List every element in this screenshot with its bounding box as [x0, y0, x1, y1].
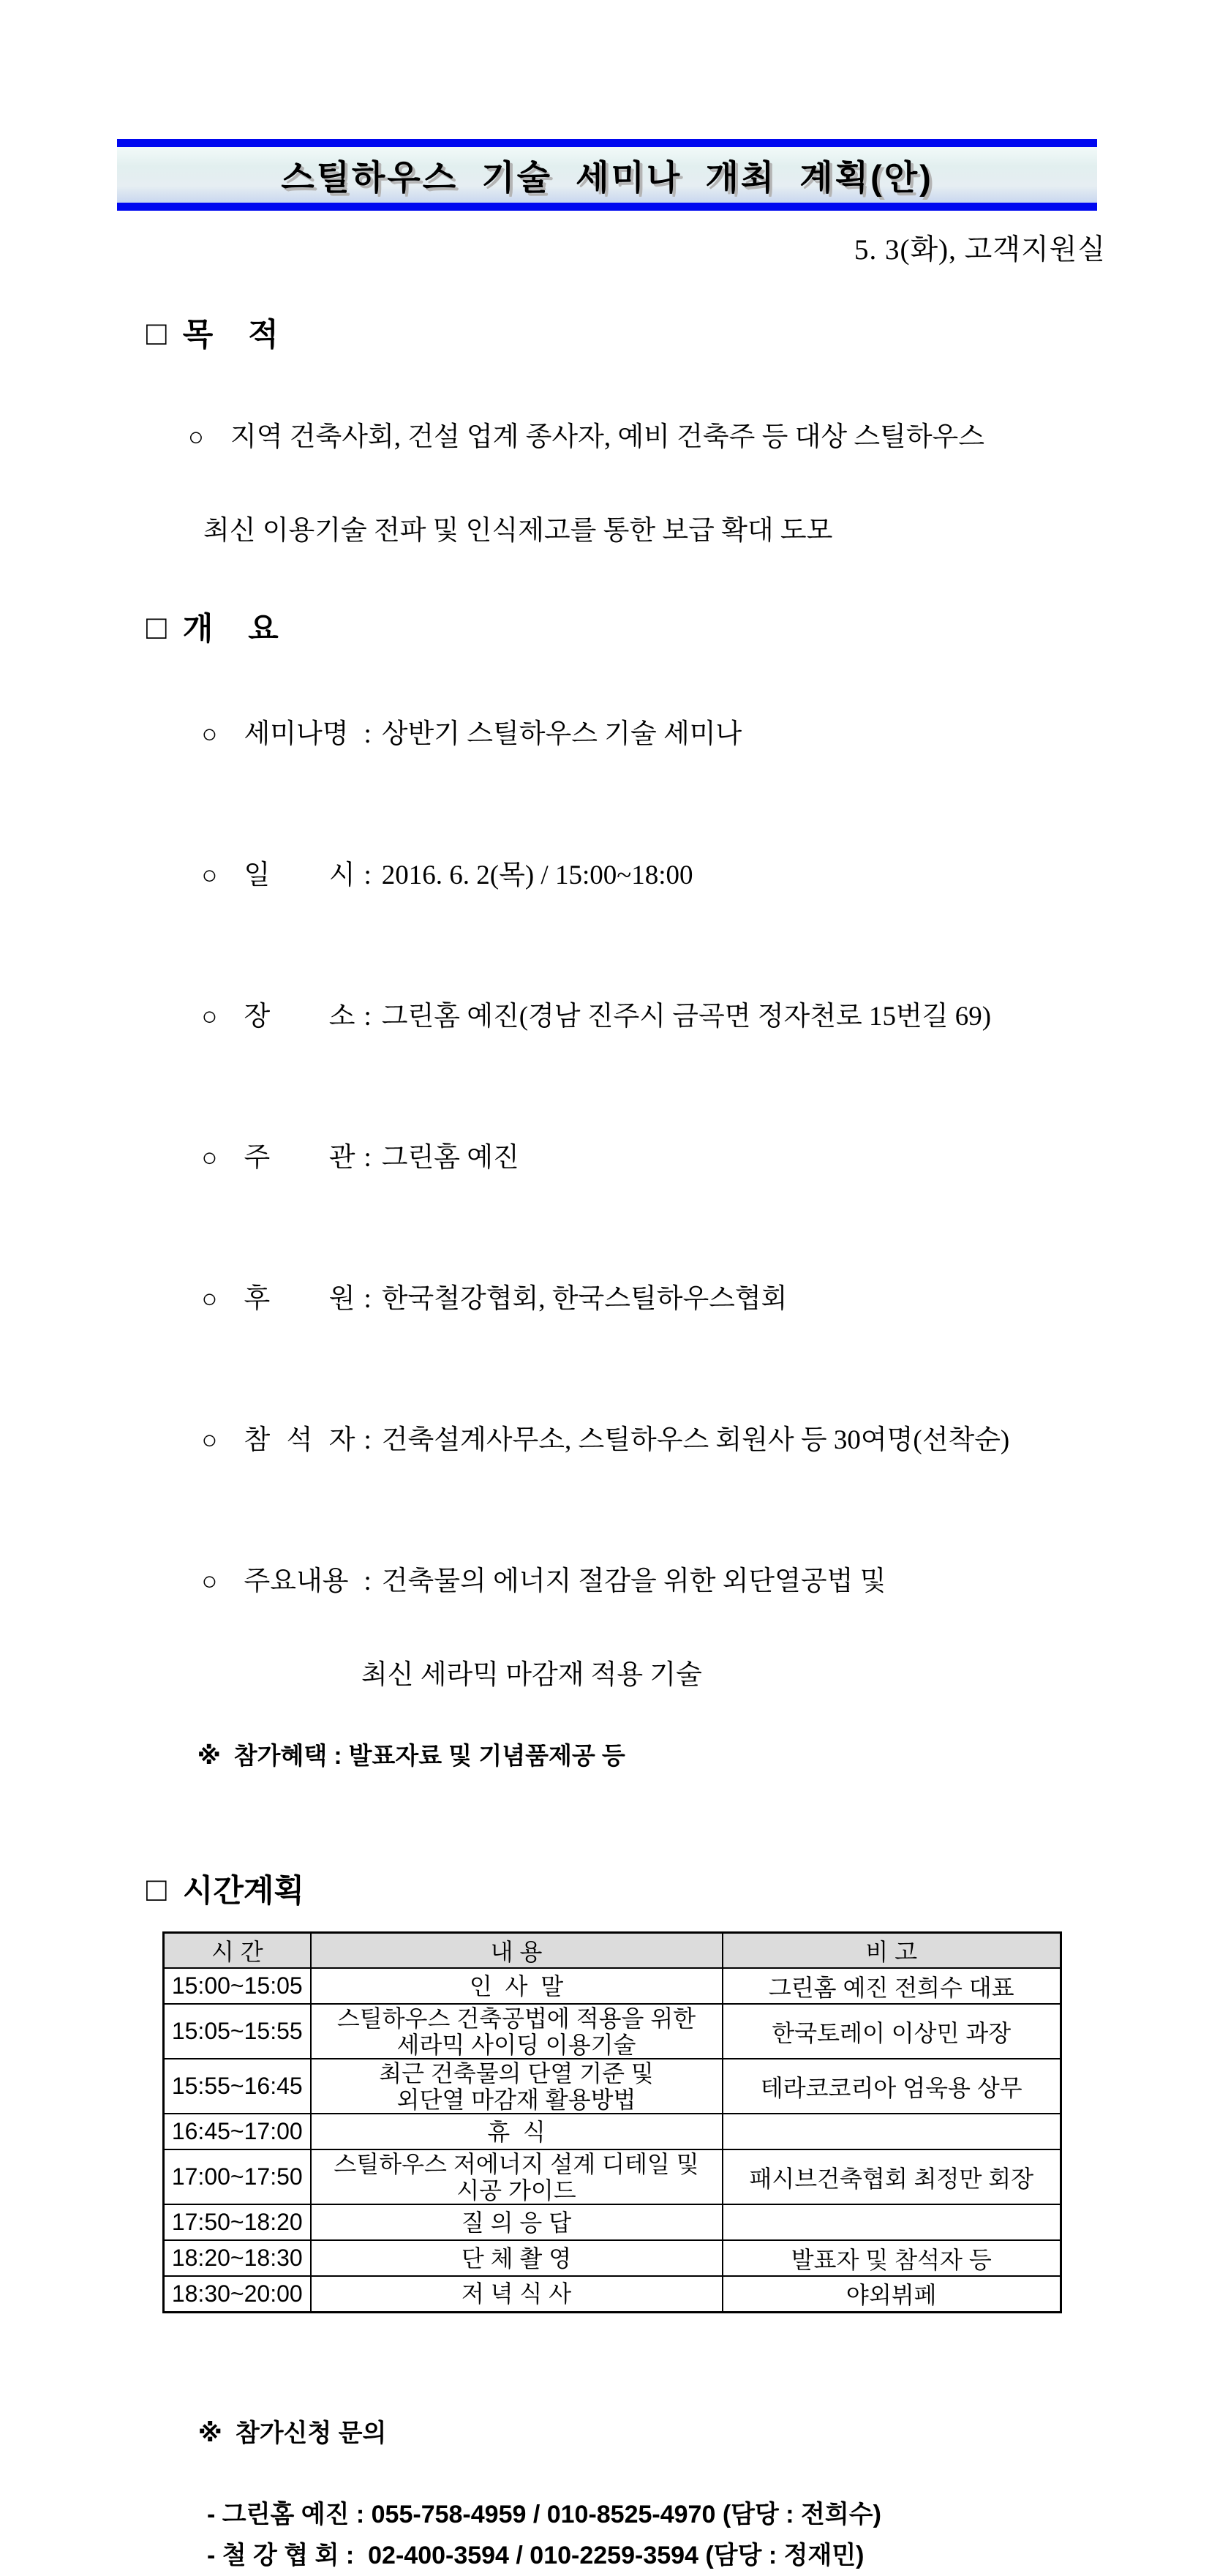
content-line: 스틸하우스 저에너지 설계 디테일 및 — [334, 2150, 699, 2177]
reference-mark-icon: ※ — [197, 2419, 222, 2447]
time-cell: 15:05~15:55 — [164, 2004, 311, 2059]
table-header-row — [164, 1933, 1061, 1969]
table-row — [164, 2276, 1061, 2312]
time-cell: 16:45~17:00 — [164, 2114, 311, 2149]
document-title: 스틸하우스 기술 세미나 개최 계획(안) — [281, 157, 933, 197]
overview-item-value: 건축설계사무소, 스틸하우스 회원사 등 30여명(선착순) — [381, 1425, 1010, 1455]
table-row — [164, 2004, 1061, 2059]
time-cell: 17:00~17:50 — [164, 2149, 311, 2204]
table-row — [164, 2059, 1061, 2114]
overview-item-value: 그린홈 예진 — [381, 1143, 519, 1173]
content-cell — [311, 2240, 723, 2276]
content-line: 세라믹 사이딩 이용기술 — [396, 2031, 636, 2058]
note-cell: 그린홈 예진 전희수 대표 — [723, 1968, 1061, 2004]
overview-item-value: 한국철강협회, 한국스틸하우스협회 — [381, 1284, 788, 1314]
time-cell: 17:50~18:20 — [164, 2204, 311, 2240]
overview-title-text: 개 요 — [182, 612, 279, 647]
content-line: 시공 가이드 — [456, 2177, 576, 2204]
note-cell: 패시브건축협회 최정만 회장 — [723, 2149, 1061, 2204]
overview-main-content-line-2: 최신 세라믹 마감재 적용 기술 — [361, 1660, 702, 1690]
content-line: 단 체 촬 영 — [461, 2245, 572, 2272]
purpose-line-1 — [161, 367, 1209, 508]
circle-bullet-icon: ○ — [201, 1002, 218, 1031]
table-row — [164, 2114, 1061, 2149]
col-header-content: 내 용 — [311, 1933, 723, 1969]
content-cell — [311, 2004, 723, 2059]
date-department: 5. 3(화), 고객지원실 — [854, 234, 1106, 266]
overview-item-value: 상반기 스틸하우스 기술 세미나 — [381, 719, 742, 749]
col-header-time: 시 간 — [164, 1933, 311, 1969]
title-banner — [117, 139, 1097, 211]
content-line: 스틸하우스 건축공법에 적용을 위한 — [336, 2005, 696, 2032]
square-marker-icon: □ — [146, 607, 167, 646]
time-cell: 15:00~15:05 — [164, 1968, 311, 2004]
content-cell — [311, 2059, 723, 2114]
content-cell — [311, 2276, 723, 2312]
contact-line-steel-association: - 철 강 협 회 : 02-400-3594 / 010-2259-3594 (담당 : 정재민) — [207, 2541, 865, 2569]
overview-item-seminar-name: ○ 세미나명 : 상반기 스틸하우스 기술 세미나 — [161, 664, 1209, 805]
contact-line-greenhome: - 그린홈 예진 : 055-758-4959 / 010-8525-4970 (담당 : 전희수) — [207, 2500, 881, 2528]
circle-bullet-icon: ○ — [201, 1284, 218, 1313]
overview-item-datetime: ○ 일 시 : 2016. 6. 2(목) / 15:00~18:00 — [161, 805, 1209, 946]
note-cell: 테라코코리아 엄욱용 상무 — [723, 2059, 1061, 2114]
content-line: 최근 건축물의 단열 기준 및 — [379, 2059, 654, 2087]
overview-item-value: 건축물의 에너지 절감을 위한 외단열공법 및 — [381, 1566, 886, 1596]
reference-mark-icon: ※ — [197, 1742, 221, 1769]
section-title-overview — [146, 604, 1209, 649]
overview-item-value: 그린홈 예진(경남 진주시 금곡면 정자천로 15번길 69) — [381, 1002, 992, 1032]
document-page — [0, 139, 1209, 2569]
schedule-table — [162, 1931, 1062, 2313]
content-line: 휴 식 — [487, 2118, 546, 2145]
note-cell: 발표자 및 참석자 등 — [723, 2240, 1061, 2276]
purpose-text-1: 지역 건축사회, 건설 업계 종사자, 예비 건축주 등 대상 스틸하우스 — [230, 422, 985, 452]
overview-list — [0, 664, 1209, 1699]
content-cell — [311, 2114, 723, 2149]
contact-title-text: 참가신청 문의 — [235, 2419, 387, 2447]
table-row — [164, 2204, 1061, 2240]
content-line: 인 사 말 — [469, 1972, 564, 1999]
overview-item-place: ○ 장 소 : 그린홈 예진(경남 진주시 금곡면 정자천로 15번길 69) — [161, 946, 1209, 1087]
benefit-note-text: 참가혜택 : 발표자료 및 기념품제공 등 — [233, 1742, 625, 1769]
content-line: 질 의 응 답 — [461, 2209, 572, 2236]
content-cell — [311, 2204, 723, 2240]
circle-bullet-icon: ○ — [201, 719, 218, 748]
overview-item-attendees: ○ 참 석 자 : 건축설계사무소, 스틸하우스 회원사 등 30여명(선착순) — [161, 1370, 1209, 1511]
time-cell: 15:55~16:45 — [164, 2059, 311, 2114]
note-cell — [723, 2204, 1061, 2240]
circle-bullet-icon: ○ — [201, 1566, 218, 1596]
note-cell: 야외뷔페 — [723, 2276, 1061, 2312]
time-cell: 18:20~18:30 — [164, 2240, 311, 2276]
banner-bottom-bar — [117, 203, 1097, 211]
banner-top-bar — [117, 139, 1097, 147]
note-cell: 한국토레이 이상민 과장 — [723, 2004, 1061, 2059]
section-title-schedule — [146, 1866, 1209, 1911]
table-row — [164, 2149, 1061, 2204]
contact-title — [170, 2373, 1209, 2494]
overview-item-value: 2016. 6. 2(목) / 15:00~18:00 — [381, 860, 693, 890]
schedule-title-text: 시간계획 — [182, 1874, 304, 1909]
section-title-purpose — [146, 310, 1209, 355]
circle-bullet-icon: ○ — [201, 1425, 218, 1454]
content-cell — [311, 1968, 723, 2004]
table-row — [164, 1968, 1061, 2004]
benefit-note — [170, 1709, 1209, 1799]
content-cell — [311, 2149, 723, 2204]
time-cell: 18:30~20:00 — [164, 2276, 311, 2312]
purpose-line-2: 최신 이용기술 전파 및 인식제고를 통한 보급 확대 도모 — [203, 516, 833, 546]
overview-item-organizer: ○ 주 관 : 그린홈 예진 — [161, 1087, 1209, 1228]
table-row — [164, 2240, 1061, 2276]
banner-body — [117, 147, 1097, 203]
overview-item-main-content: ○ 주요내용 : 건축물의 에너지 절감을 위한 외단열공법 및 — [161, 1511, 1209, 1652]
circle-bullet-icon: ○ — [201, 1143, 218, 1172]
overview-item-sponsor: ○ 후 원 : 한국철강협회, 한국스틸하우스협회 — [161, 1228, 1209, 1370]
square-marker-icon: □ — [146, 313, 167, 352]
square-marker-icon: □ — [146, 1869, 167, 1908]
circle-bullet-icon: ○ — [188, 422, 204, 451]
note-cell — [723, 2114, 1061, 2149]
content-line: 저 녁 식 사 — [461, 2280, 572, 2307]
content-line: 외단열 마감재 활용방법 — [396, 2086, 636, 2113]
col-header-note: 비 고 — [723, 1933, 1061, 1969]
circle-bullet-icon: ○ — [201, 860, 218, 890]
purpose-title-text: 목 적 — [182, 318, 279, 353]
